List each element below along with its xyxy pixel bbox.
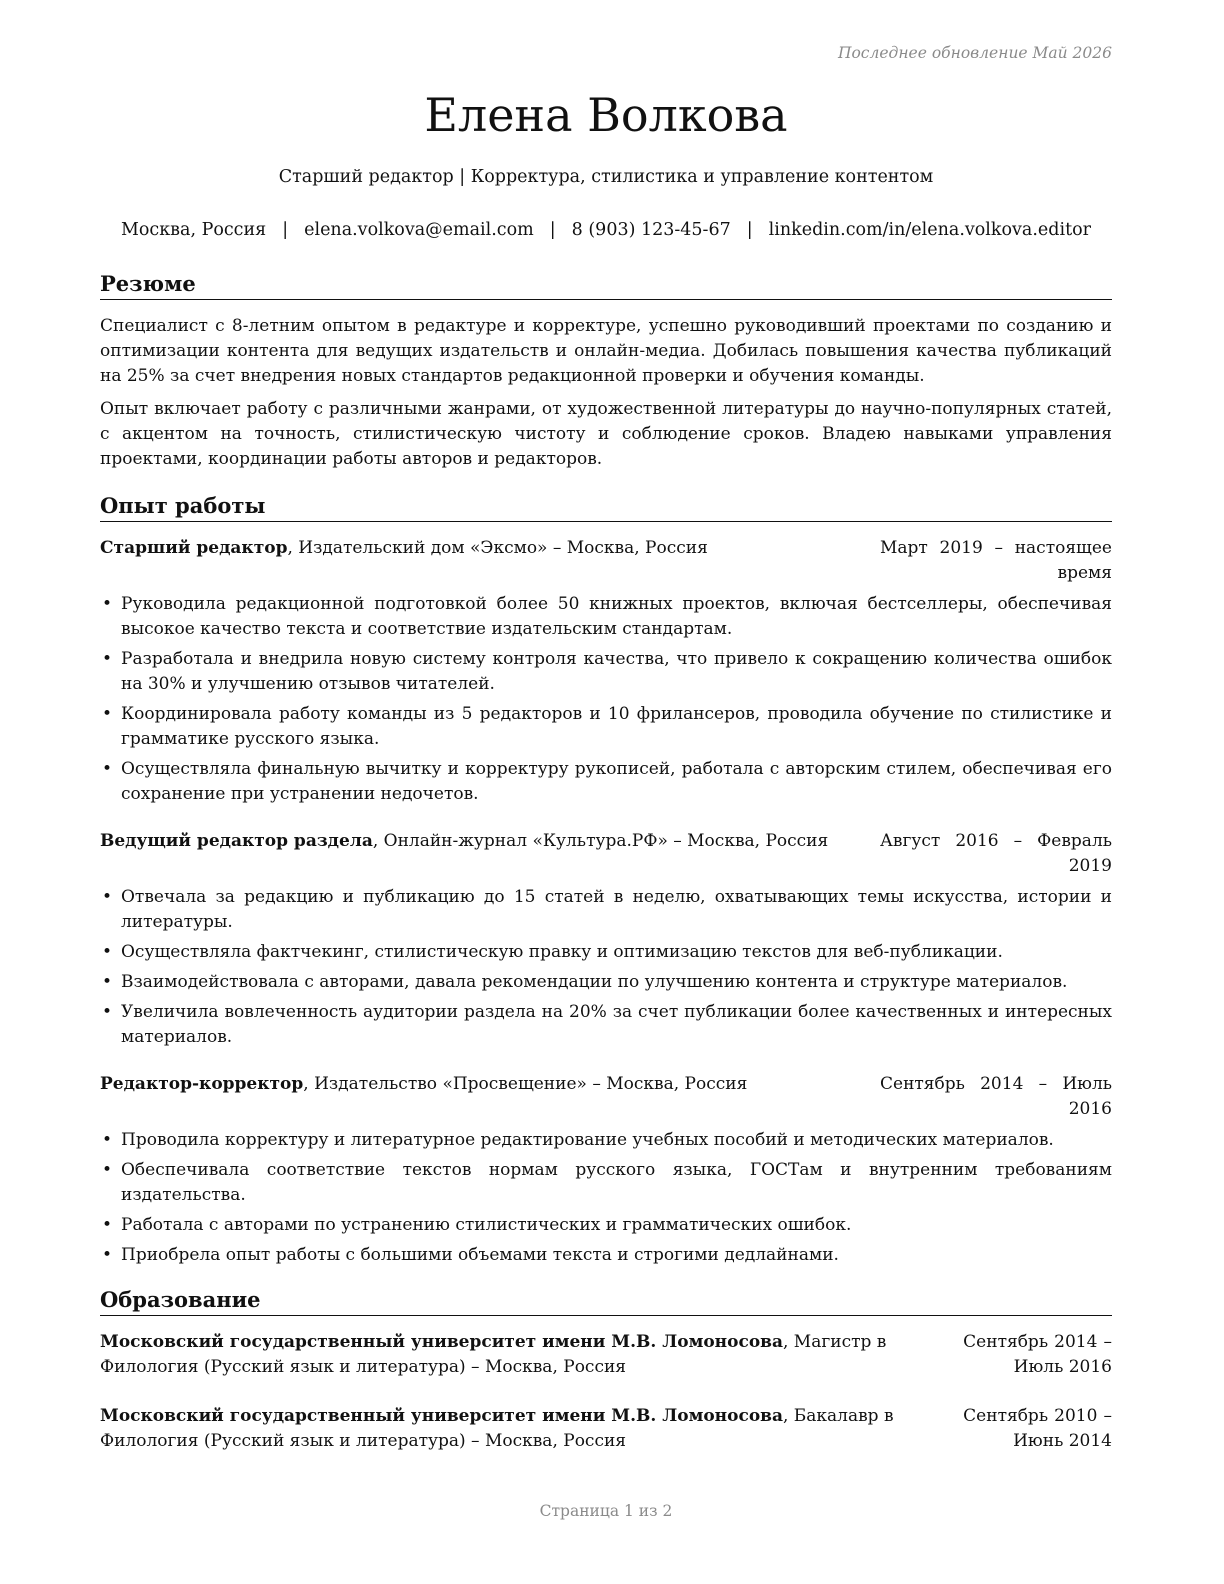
education-entry	[100, 1330, 1112, 1380]
list-item: • Обеспечивала соответствие текстов нормам русского языка, ГОСТам и внутренним требованиям издательства.	[100, 1158, 1112, 1208]
list-item: • Приобрела опыт работы с большими объемами текста и строгими дедлайнами.	[100, 1243, 1112, 1268]
education-entry	[100, 1404, 1112, 1454]
contact-separator: |	[282, 220, 289, 240]
list-item: • Взаимодействовала с авторами, давала рекомендации по улучшению контента и структуре материалов.	[100, 970, 1112, 995]
job-title: Старший редактор	[100, 538, 288, 558]
last-updated: Последнее обновление Май 2026	[837, 44, 1112, 62]
job-header	[100, 536, 1112, 586]
education-school: Московский государственный университет имени М.В. Ломоносова	[100, 1332, 783, 1352]
job-entry	[100, 829, 1112, 1050]
job-dates: Сентябрь 2014 – Июль 2016	[880, 1074, 1112, 1119]
job-entry	[100, 1072, 1112, 1268]
education-dates: Сентябрь 2014 – Июль 2016	[963, 1332, 1112, 1377]
job-organization: , Онлайн-журнал «Культура.РФ» – Москва, Россия	[372, 831, 829, 851]
section-heading-education: Образование	[100, 1286, 1112, 1316]
contact-email[interactable]: elena.volkova@email.com	[304, 220, 534, 240]
job-organization: , Издательство «Просвещение» – Москва, Россия	[303, 1074, 748, 1094]
list-item: • Разработала и внедрила новую систему контроля качества, что привело к сокращению количества ошибок на 30% и улучшению отзывов читателей.	[100, 647, 1112, 697]
contact-separator: |	[746, 220, 753, 240]
list-item: • Работала с авторами по устранению стилистических и грамматических ошибок.	[100, 1213, 1112, 1238]
page-number: Страница 1 из 2	[539, 1502, 673, 1520]
section-heading-experience: Опыт работы	[100, 492, 1112, 522]
contact-separator: |	[549, 220, 556, 240]
list-item: • Осуществляла финальную вычитку и корректуру рукописей, работала с авторским стилем, обеспечивая его сохранение при устранении недочетов.	[100, 757, 1112, 807]
education-dates: Сентябрь 2010 – Июнь 2014	[963, 1406, 1112, 1451]
job-bullets	[100, 1128, 1112, 1268]
summary-paragraph: Опыт включает работу с различными жанрами, от художественной литературы до научно-популярных статей, с акцентом на точность, стилистическую чистоту и соблюдение сроков. Владею навыками управления проектами, координации работы авторов и редакторов.	[100, 399, 1112, 469]
job-title: Редактор-корректор	[100, 1074, 304, 1094]
job-title: Ведущий редактор раздела	[100, 831, 373, 851]
job-bullets	[100, 592, 1112, 807]
job-entry	[100, 536, 1112, 807]
education-detail: , Магистр в Филология (Русский язык и литература) – Москва, Россия	[100, 1332, 887, 1377]
list-item: • Проводила корректуру и литературное редактирование учебных пособий и методических материалов.	[100, 1128, 1112, 1153]
job-bullets	[100, 885, 1112, 1050]
candidate-name: Елена Волкова	[424, 88, 788, 142]
list-item: • Руководила редакционной подготовкой более 50 книжных проектов, включая бестселлеры, обеспечивая высокое качество текста и соответствие издательским стандартам.	[100, 592, 1112, 642]
list-item: • Отвечала за редакцию и публикацию до 15 статей в неделю, охватывающих темы искусства, истории и литературы.	[100, 885, 1112, 935]
list-item: • Осуществляла фактчекинг, стилистическую правку и оптимизацию текстов для веб-публикации.	[100, 940, 1112, 965]
resume-page	[100, 0, 1112, 1584]
job-dates: Март 2019 – настоящее время	[880, 538, 1112, 583]
resume-content	[100, 270, 1112, 1478]
contact-location: Москва, Россия	[120, 220, 267, 240]
contact-linkedin[interactable]: linkedin.com/in/elena.volkova.editor	[768, 220, 1092, 240]
education-school: Московский государственный университет имени М.В. Ломоносова	[100, 1406, 783, 1426]
contact-line	[100, 220, 1112, 240]
education-detail: , Бакалавр в Филология (Русский язык и литература) – Москва, Россия	[100, 1406, 894, 1451]
contact-phone: 8 (903) 123-45-67	[571, 220, 731, 240]
job-organization: , Издательский дом «Эксмо» – Москва, Россия	[287, 538, 708, 558]
summary-paragraph: Специалист с 8-летним опытом в редактуре и корректуре, успешно руководивший проектами по созданию и оптимизации контента для ведущих издательств и онлайн-медиа. Добилась повышения качества публикаций на 25% за счет внедрения новых стандартов редакционной проверки и обучения команды.	[100, 316, 1112, 386]
section-heading-summary: Резюме	[100, 270, 1112, 300]
job-header	[100, 1072, 1112, 1122]
list-item: • Координировала работу команды из 5 редакторов и 10 фрилансеров, проводила обучение по стилистике и грамматике русского языка.	[100, 702, 1112, 752]
job-dates: Август 2016 – Февраль 2019	[880, 831, 1112, 876]
candidate-subtitle: Старший редактор | Корректура, стилистика и управление контентом	[278, 167, 934, 187]
job-header	[100, 829, 1112, 879]
list-item: • Увеличила вовлеченность аудитории раздела на 20% за счет публикации более качественных и интересных материалов.	[100, 1000, 1112, 1050]
